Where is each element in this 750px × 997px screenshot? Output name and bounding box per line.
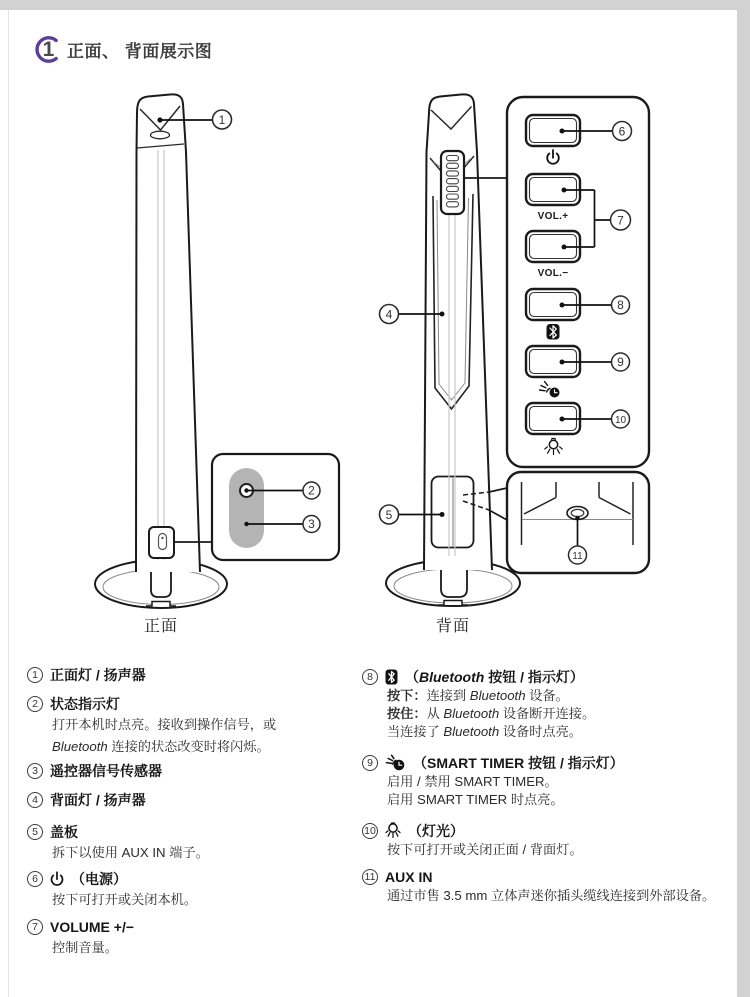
section-number: 1 [42, 37, 55, 61]
callout-number-6: 6 [27, 871, 43, 887]
legend-desc-8b: 按住：从 Bluetooth 设备断开连接。 [387, 706, 596, 721]
legend-item-8 [362, 666, 737, 741]
legend-desc-9a: 启用 / 禁用 SMART TIMER。 [387, 774, 558, 789]
callout-number-11: 11 [362, 869, 378, 885]
back-view-label: 背面 [435, 618, 471, 635]
legend-title-1: 正面灯 / 扬声器 [50, 666, 146, 683]
callout-number-3: 3 [27, 763, 43, 779]
front-view [95, 94, 227, 635]
svg-text:4: 4 [385, 307, 393, 322]
callout-number-9: 9 [362, 755, 378, 771]
svg-text:5: 5 [385, 507, 393, 522]
legend-desc-10: 按下可打开或关闭正面 / 背面灯。 [387, 842, 583, 857]
legend-title-5: 盖板 [50, 823, 78, 840]
legend-item-3 [27, 760, 387, 781]
legend-item-5 [27, 821, 387, 864]
legend-item-9 [362, 752, 737, 809]
page-title: 正面、 背面展示图 [67, 42, 213, 61]
svg-text:8: 8 [617, 298, 624, 313]
legend-title-4: 背面灯 / 扬声器 [50, 791, 146, 808]
callout-number-10: 10 [362, 823, 378, 839]
svg-text:11: 11 [572, 550, 583, 562]
legend-item-6 [27, 868, 387, 911]
legend-desc-5: 拆下以使用 AUX IN 端子。 [52, 845, 209, 860]
legend-desc-2b: Bluetooth 连接的状态改变时将闪烁。 [52, 739, 270, 754]
legend-title-8: （Bluetooth 按钮 / 指示灯） [405, 668, 584, 685]
legend-desc-9b: 启用 SMART TIMER 时点亮。 [387, 792, 564, 807]
legend-item-7 [27, 916, 387, 959]
callout-number-4: 4 [27, 792, 43, 808]
vol-plus-label: VOL.+ [537, 211, 569, 222]
svg-text:10: 10 [614, 414, 627, 426]
legend-title-6: （电源） [71, 870, 127, 887]
legend-item-2 [27, 693, 387, 758]
svg-text:9: 9 [617, 355, 624, 370]
callout-number-7: 7 [27, 919, 43, 935]
legend-title-3: 遥控器信号传感器 [50, 762, 162, 779]
svg-text:1: 1 [218, 112, 226, 127]
control-panel-inset [507, 97, 649, 467]
legend-desc-8c: 当连接了 Bluetooth 设备时点亮。 [387, 724, 582, 739]
power-icon [50, 871, 64, 887]
sensor-window [229, 468, 264, 548]
legend-item-10 [362, 820, 737, 859]
legend-item-11 [362, 866, 737, 905]
front-view-label: 正面 [143, 618, 179, 635]
legend-desc-8a: 按下：连接到 Bluetooth 设备。 [387, 688, 569, 703]
lamp-icon [385, 822, 401, 839]
legend-title-2: 状态指示灯 [50, 695, 120, 712]
front-tower [136, 94, 200, 572]
callout-number-5: 5 [27, 824, 43, 840]
svg-text:3: 3 [308, 517, 315, 532]
callout-number-1: 1 [27, 667, 43, 683]
callout-number-8: 8 [362, 669, 378, 685]
smart-timer-icon [385, 754, 406, 771]
vol-minus-label: VOL.− [537, 268, 569, 279]
legend-item-1 [27, 664, 387, 685]
legend-desc-7: 控制音量。 [52, 940, 118, 955]
legend-title-10: （灯光） [408, 822, 464, 839]
back-view [386, 94, 520, 635]
svg-text:2: 2 [308, 483, 315, 498]
callout-number-2: 2 [27, 696, 43, 712]
legend-title-11: AUX IN [385, 868, 433, 885]
legend-desc-2a: 打开本机时点亮。接收到操作信号，或 [52, 717, 277, 732]
bluetooth-icon [547, 324, 560, 340]
legend-item-4 [27, 789, 387, 810]
legend-title-9: （SMART TIMER 按钮 / 指示灯） [413, 754, 624, 771]
svg-text:6: 6 [618, 124, 626, 139]
bluetooth-icon [385, 669, 398, 685]
svg-text:7: 7 [617, 213, 624, 228]
front-detail-inset [212, 454, 339, 560]
legend-desc-11: 通过市售 3.5 mm 立体声迷你插头缆线连接到外部设备。 [387, 888, 716, 903]
legend-desc-6: 按下可打开或关闭本机。 [52, 892, 198, 907]
legend-title-7: VOLUME +/− [50, 918, 135, 935]
